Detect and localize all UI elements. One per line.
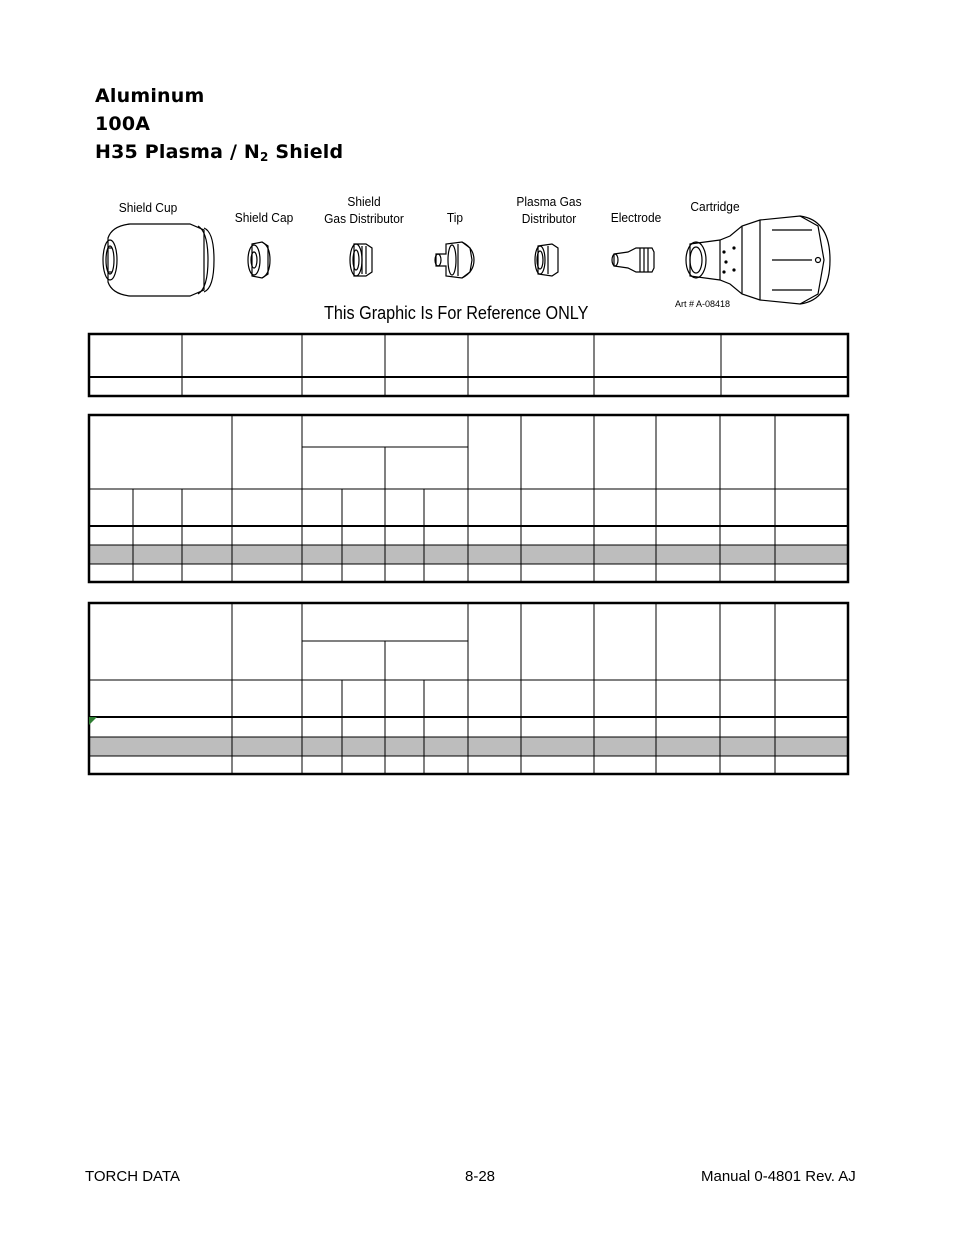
title-material: Aluminum	[95, 85, 205, 107]
footer-manual-number: Manual 0-4801 Rev. AJ	[701, 1168, 856, 1185]
shield-cap-icon	[248, 242, 270, 278]
cartridge-icon	[686, 216, 830, 304]
cut-parameters-table-2	[89, 603, 848, 774]
label-cartridge: Cartridge	[690, 199, 740, 214]
label-shield-gas-distributor: Shield Gas Distributor	[324, 194, 404, 226]
plasma-gas-distributor-icon	[535, 244, 558, 276]
label-shield-cap: Shield Cap	[234, 210, 294, 225]
reference-note: This Graphic Is For Reference ONLY	[324, 303, 589, 323]
footer-section: TORCH DATA	[85, 1168, 181, 1185]
label-shield-cup: Shield Cup	[118, 200, 178, 215]
shield-cup-icon	[103, 224, 214, 296]
label-tip: Tip	[446, 210, 464, 225]
tip-icon	[435, 242, 474, 278]
corner-mark	[89, 717, 97, 725]
art-number: Art # A-08418	[675, 299, 731, 309]
shield-gas-distributor-icon	[350, 244, 372, 276]
label-plasma-gas-distributor: Plasma Gas Distributor	[516, 194, 582, 226]
title-current: 100A	[95, 113, 151, 135]
electrode-icon	[612, 248, 654, 272]
consumables-table	[89, 334, 848, 396]
cut-parameters-table-1	[89, 415, 848, 582]
title-gas: H35 Plasma / $N_2$ Shield	[95, 141, 344, 164]
label-electrode: Electrode	[610, 210, 662, 225]
footer-page-number: 8-28	[465, 1168, 496, 1185]
